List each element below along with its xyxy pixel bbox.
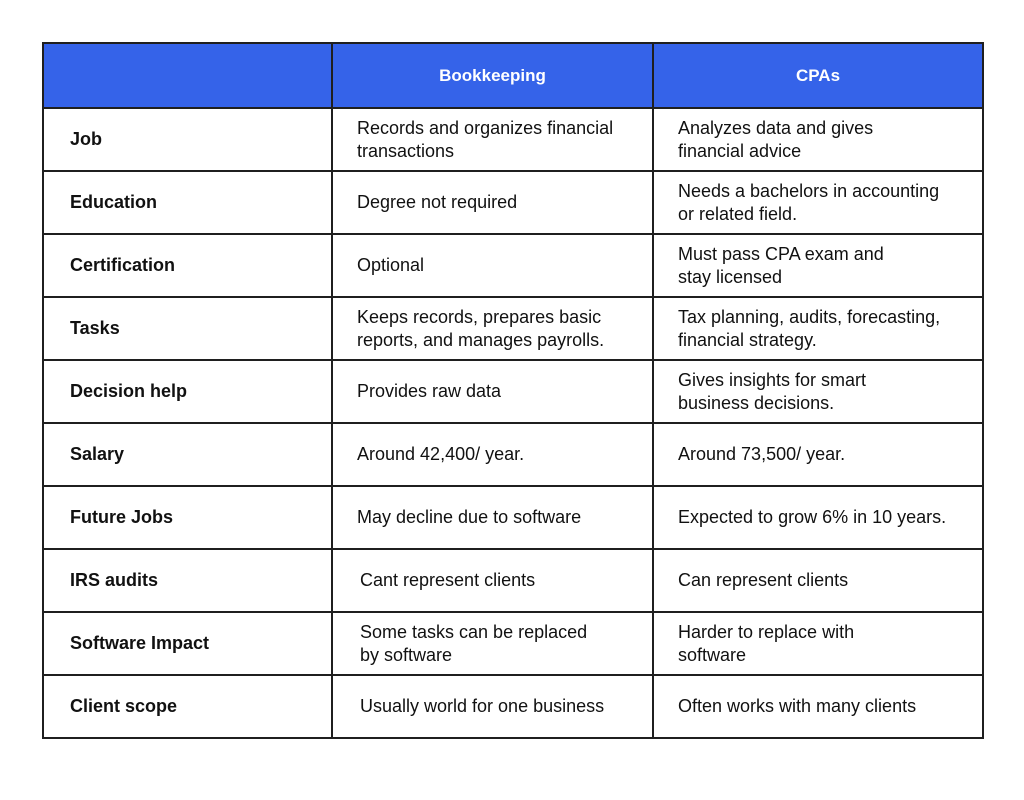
cpas-cell xyxy=(653,297,983,360)
row-label: Tasks xyxy=(43,297,332,360)
cpas-cell xyxy=(653,675,983,738)
bookkeeping-cell xyxy=(332,360,653,423)
cell-line: or related field. xyxy=(678,203,798,224)
comparison-table xyxy=(42,42,984,739)
cell-line: Around 42,400/ year. xyxy=(357,444,525,464)
cell-line: software xyxy=(678,644,747,665)
table-row-salary xyxy=(43,423,983,486)
cell-line: Degree not required xyxy=(357,192,518,212)
cell-line: Tax planning, audits, forecasting, xyxy=(678,306,941,327)
table-row-irs-audits xyxy=(43,549,983,612)
cpas-cell xyxy=(653,360,983,423)
header-bookkeeping: Bookkeeping xyxy=(332,43,653,108)
cpas-cell xyxy=(653,234,983,297)
cell-line: Gives insights for smart xyxy=(678,369,867,390)
cpas-cell xyxy=(653,549,983,612)
cell-line: Expected to grow 6% in 10 years. xyxy=(678,507,947,527)
table-row-education xyxy=(43,171,983,234)
cell-line: Usually world for one business xyxy=(360,696,605,716)
table-row-certification xyxy=(43,234,983,297)
row-label: Job xyxy=(43,108,332,171)
cell-line: Some tasks can be replaced xyxy=(360,621,588,642)
header-cpas: CPAs xyxy=(653,43,983,108)
cell-line: Optional xyxy=(357,255,425,275)
cell-line: Keeps records, prepares basic xyxy=(357,306,602,327)
bookkeeping-cell xyxy=(332,675,653,738)
table-row-decision-help xyxy=(43,360,983,423)
cpas-cell xyxy=(653,612,983,675)
cell-line: Around 73,500/ year. xyxy=(678,444,846,464)
bookkeeping-cell xyxy=(332,486,653,549)
cell-line: Needs a bachelors in accounting xyxy=(678,180,940,201)
table-row-client-scope xyxy=(43,675,983,738)
cell-line: Provides raw data xyxy=(357,381,502,401)
bookkeeping-cell xyxy=(332,108,653,171)
row-label: Client scope xyxy=(43,675,332,738)
cpas-cell xyxy=(653,486,983,549)
cell-line: Records and organizes financial xyxy=(357,117,614,138)
cpas-cell xyxy=(653,423,983,486)
bookkeeping-cell xyxy=(332,171,653,234)
row-label: Future Jobs xyxy=(43,486,332,549)
row-label: Education xyxy=(43,171,332,234)
cell-line: Harder to replace with xyxy=(678,621,855,642)
cell-line: by software xyxy=(360,644,453,665)
bookkeeping-cell xyxy=(332,549,653,612)
cpas-cell xyxy=(653,171,983,234)
cell-line: financial advice xyxy=(678,140,802,161)
row-label: Decision help xyxy=(43,360,332,423)
cell-line: financial strategy. xyxy=(678,329,817,350)
cell-line: transactions xyxy=(357,140,455,161)
cell-line: business decisions. xyxy=(678,392,835,413)
cell-line: Often works with many clients xyxy=(678,696,917,716)
row-label: Salary xyxy=(43,423,332,486)
bookkeeping-cell xyxy=(332,234,653,297)
cpas-cell xyxy=(653,108,983,171)
cell-line: May decline due to software xyxy=(357,507,582,527)
table-row-future-jobs xyxy=(43,486,983,549)
bookkeeping-cell xyxy=(332,423,653,486)
row-label: IRS audits xyxy=(43,549,332,612)
cell-line: reports, and manages payrolls. xyxy=(357,329,605,350)
cell-line: Cant represent clients xyxy=(360,570,536,590)
row-label: Software Impact xyxy=(43,612,332,675)
bookkeeping-cell xyxy=(332,297,653,360)
row-label: Certification xyxy=(43,234,332,297)
table-row-software-impact xyxy=(43,612,983,675)
table-row-job xyxy=(43,108,983,171)
cell-line: Can represent clients xyxy=(678,570,849,590)
table-row-tasks xyxy=(43,297,983,360)
bookkeeping-cell xyxy=(332,612,653,675)
table-header-row xyxy=(43,43,983,108)
cell-line: Analyzes data and gives xyxy=(678,117,874,138)
cell-line: Must pass CPA exam and xyxy=(678,243,884,264)
cell-line: stay licensed xyxy=(678,266,783,287)
header-empty-cell xyxy=(43,43,332,108)
